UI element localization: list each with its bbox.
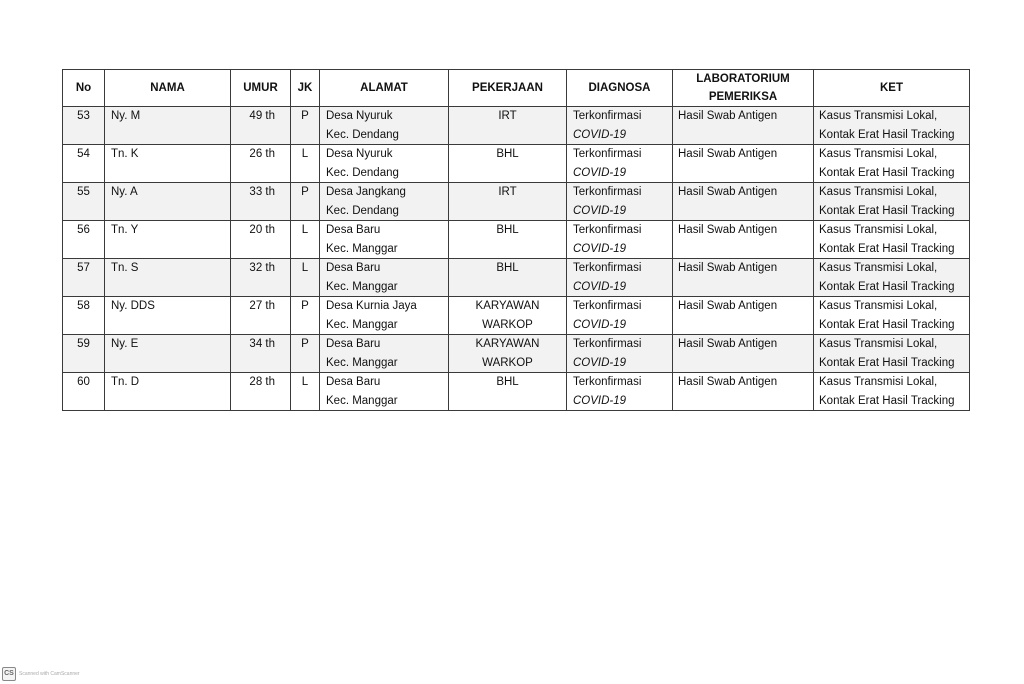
cell-lab: Hasil Swab Antigen — [673, 259, 814, 297]
cell-pekerjaan: BHL — [449, 373, 567, 411]
header-lab-line2: PEMERIKSA — [708, 91, 778, 103]
cell-alamat: Desa Jangkang Kec. Dendang — [320, 183, 449, 221]
cell-alamat: Desa Baru Kec. Manggar — [320, 221, 449, 259]
cell-lab: Hasil Swab Antigen — [673, 183, 814, 221]
cell-lab: Hasil Swab Antigen — [673, 145, 814, 183]
cell-alamat: Desa Nyuruk Kec. Dendang — [320, 107, 449, 145]
cell-alamat: Desa Kurnia Jaya Kec. Manggar — [320, 297, 449, 335]
patient-table — [62, 69, 970, 411]
cell-jk: L — [291, 221, 320, 259]
cell-nama: Ny. DDS — [105, 297, 231, 335]
cell-jk: L — [291, 259, 320, 297]
cell-ket: Kasus Transmisi Lokal, Kontak Erat Hasil Tracking — [814, 297, 970, 335]
cell-pekerjaan: IRT — [449, 183, 567, 221]
cell-umur: 34 th — [231, 335, 291, 373]
cell-pekerjaan: KARYAWAN WARKOP — [449, 335, 567, 373]
cell-ket: Kasus Transmisi Lokal, Kontak Erat Hasil Tracking — [814, 183, 970, 221]
cell-pekerjaan: BHL — [449, 145, 567, 183]
cell-nama: Tn. Y — [105, 221, 231, 259]
table-row — [63, 221, 970, 259]
cell-umur: 49 th — [231, 107, 291, 145]
cell-alamat: Desa Baru Kec. Manggar — [320, 373, 449, 411]
cell-alamat: Desa Baru Kec. Manggar — [320, 259, 449, 297]
cell-diagnosa: Terkonfirmasi COVID-19 — [567, 335, 673, 373]
cell-jk: P — [291, 107, 320, 145]
header-umur: UMUR — [231, 70, 291, 107]
cell-ket: Kasus Transmisi Lokal, Kontak Erat Hasil Tracking — [814, 221, 970, 259]
header-laboratorium — [673, 70, 814, 107]
cell-alamat: Desa Nyuruk Kec. Dendang — [320, 145, 449, 183]
cell-nama: Ny. A — [105, 183, 231, 221]
cell-diagnosa: Terkonfirmasi COVID-19 — [567, 221, 673, 259]
cell-no: 57 — [63, 259, 105, 297]
cell-nama: Ny. E — [105, 335, 231, 373]
table-row — [63, 107, 970, 145]
cell-nama: Tn. S — [105, 259, 231, 297]
cell-jk: L — [291, 145, 320, 183]
table-row — [63, 297, 970, 335]
header-no: No — [63, 70, 105, 107]
cell-nama: Tn. K — [105, 145, 231, 183]
cell-diagnosa: Terkonfirmasi COVID-19 — [567, 183, 673, 221]
cell-lab: Hasil Swab Antigen — [673, 373, 814, 411]
header-jk: JK — [291, 70, 320, 107]
table-row — [63, 145, 970, 183]
cell-umur: 33 th — [231, 183, 291, 221]
cell-nama: Ny. M — [105, 107, 231, 145]
cell-lab: Hasil Swab Antigen — [673, 107, 814, 145]
cell-pekerjaan: BHL — [449, 221, 567, 259]
cell-no: 58 — [63, 297, 105, 335]
header-alamat: ALAMAT — [320, 70, 449, 107]
cell-no: 59 — [63, 335, 105, 373]
cell-ket: Kasus Transmisi Lokal, Kontak Erat Hasil Tracking — [814, 373, 970, 411]
cell-no: 56 — [63, 221, 105, 259]
table-header — [63, 70, 970, 107]
cell-diagnosa: Terkonfirmasi COVID-19 — [567, 145, 673, 183]
table-row — [63, 335, 970, 373]
cell-diagnosa: Terkonfirmasi COVID-19 — [567, 259, 673, 297]
cell-ket: Kasus Transmisi Lokal, Kontak Erat Hasil Tracking — [814, 145, 970, 183]
cell-diagnosa: Terkonfirmasi COVID-19 — [567, 297, 673, 335]
cell-no: 54 — [63, 145, 105, 183]
cell-pekerjaan: IRT — [449, 107, 567, 145]
cell-jk: L — [291, 373, 320, 411]
cell-lab: Hasil Swab Antigen — [673, 221, 814, 259]
cell-lab: Hasil Swab Antigen — [673, 297, 814, 335]
table-row — [63, 259, 970, 297]
cell-jk: P — [291, 297, 320, 335]
cell-jk: P — [291, 183, 320, 221]
cell-ket: Kasus Transmisi Lokal, Kontak Erat Hasil Tracking — [814, 259, 970, 297]
cell-no: 55 — [63, 183, 105, 221]
cell-umur: 20 th — [231, 221, 291, 259]
table-row — [63, 373, 970, 411]
scanner-watermark — [2, 667, 80, 681]
cell-umur: 32 th — [231, 259, 291, 297]
cell-pekerjaan: KARYAWAN WARKOP — [449, 297, 567, 335]
header-pekerjaan: PEKERJAAN — [449, 70, 567, 107]
watermark-text: Scanned with CamScanner — [19, 671, 80, 677]
cell-pekerjaan: BHL — [449, 259, 567, 297]
cell-diagnosa: Terkonfirmasi COVID-19 — [567, 107, 673, 145]
cell-nama: Tn. D — [105, 373, 231, 411]
cell-umur: 26 th — [231, 145, 291, 183]
camscanner-logo-icon: CS — [2, 667, 16, 681]
table-body — [63, 107, 970, 411]
header-lab-line1: LABORATORIUM — [696, 73, 790, 85]
header-row — [63, 70, 970, 107]
header-nama: NAMA — [105, 70, 231, 107]
cell-ket: Kasus Transmisi Lokal, Kontak Erat Hasil Tracking — [814, 335, 970, 373]
cell-umur: 28 th — [231, 373, 291, 411]
cell-umur: 27 th — [231, 297, 291, 335]
header-diagnosa: DIAGNOSA — [567, 70, 673, 107]
table-row — [63, 183, 970, 221]
cell-diagnosa: Terkonfirmasi COVID-19 — [567, 373, 673, 411]
cell-lab: Hasil Swab Antigen — [673, 335, 814, 373]
cell-no: 60 — [63, 373, 105, 411]
cell-alamat: Desa Baru Kec. Manggar — [320, 335, 449, 373]
header-ket: KET — [814, 70, 970, 107]
cell-jk: P — [291, 335, 320, 373]
cell-ket: Kasus Transmisi Lokal, Kontak Erat Hasil Tracking — [814, 107, 970, 145]
cell-no: 53 — [63, 107, 105, 145]
